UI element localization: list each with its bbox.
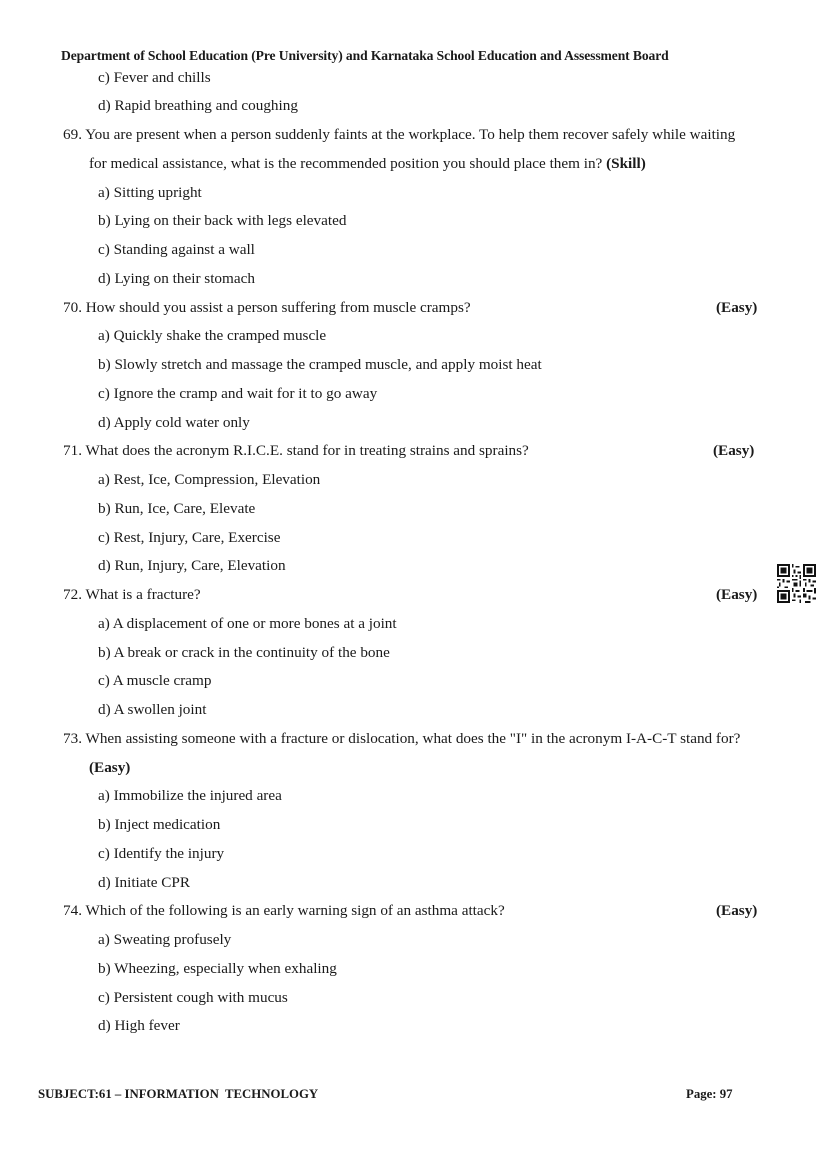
- option-text: a) Immobilize the injured area: [98, 787, 282, 804]
- option-text: d) High fever: [98, 1017, 180, 1034]
- qr-code-icon: [777, 564, 816, 603]
- question-74-text: 74. Which of the following is an early warning sign of an asthma attack?: [63, 902, 505, 919]
- option-text: d) Rapid breathing and coughing: [98, 97, 298, 114]
- question-69-text: 69. You are present when a person suddenly faints at the workplace. To help them recover safely while waiting: [63, 126, 736, 143]
- option-text: b) Run, Ice, Care, Elevate: [98, 500, 256, 517]
- option-text: d) A swollen joint: [98, 701, 207, 718]
- option-text: b) Wheezing, especially when exhaling: [98, 960, 337, 977]
- option-text: c) Ignore the cramp and wait for it to go away: [98, 385, 378, 402]
- difficulty-label: (Skill): [606, 155, 646, 172]
- option-text: b) Lying on their back with legs elevated: [98, 212, 347, 229]
- option-text: c) Persistent cough with mucus: [98, 989, 288, 1006]
- option-text: d) Initiate CPR: [98, 874, 190, 891]
- option-text: c) Identify the injury: [98, 845, 225, 862]
- option-text: a) Sitting upright: [98, 184, 202, 201]
- difficulty-label: (Easy): [716, 299, 758, 316]
- option-text: a) Sweating profusely: [98, 931, 232, 948]
- option-text: b) Slowly stretch and massage the cramped muscle, and apply moist heat: [98, 356, 542, 373]
- option-text: d) Apply cold water only: [98, 414, 250, 431]
- option-text: c) Rest, Injury, Care, Exercise: [98, 529, 281, 546]
- option-text: d) Lying on their stomach: [98, 270, 255, 287]
- page-header: Department of School Education (Pre University) and Karnataka School Education and Assessment Board: [61, 48, 669, 63]
- question-73-text-cont: [89, 758, 130, 778]
- question-70-text: 70. How should you assist a person suffering from muscle cramps?: [63, 299, 471, 316]
- difficulty-label: (Easy): [713, 442, 755, 459]
- option-text: a) Rest, Ice, Compression, Elevation: [98, 471, 321, 488]
- option-text: c) Fever and chills: [98, 69, 211, 86]
- difficulty-label: (Easy): [716, 586, 758, 603]
- option-text: c) Standing against a wall: [98, 241, 255, 258]
- option-text: a) Quickly shake the cramped muscle: [98, 327, 327, 344]
- footer-subject: SUBJECT:61 – INFORMATION TECHNOLOGY: [38, 1087, 319, 1101]
- difficulty-label: (Easy): [716, 902, 758, 919]
- option-text: b) A break or crack in the continuity of the bone: [98, 644, 390, 661]
- option-text: d) Run, Injury, Care, Elevation: [98, 557, 286, 574]
- difficulty-label: (Easy): [89, 759, 131, 776]
- question-72-text: 72. What is a fracture?: [63, 586, 201, 603]
- option-text: b) Inject medication: [98, 816, 221, 833]
- question-73-text: 73. When assisting someone with a fracture or dislocation, what does the "I" in the acronym I-A-C-T stand for?: [63, 730, 741, 747]
- option-text: c) A muscle cramp: [98, 672, 212, 689]
- footer-page-number: Page: 97: [686, 1087, 733, 1101]
- question-69-text-cont: [89, 154, 646, 174]
- question-69-text-line2: for medical assistance, what is the recommended position you should place them in?: [89, 155, 603, 172]
- option-text: a) A displacement of one or more bones at a joint: [98, 615, 397, 632]
- question-71-text: 71. What does the acronym R.I.C.E. stand for in treating strains and sprains?: [63, 442, 529, 459]
